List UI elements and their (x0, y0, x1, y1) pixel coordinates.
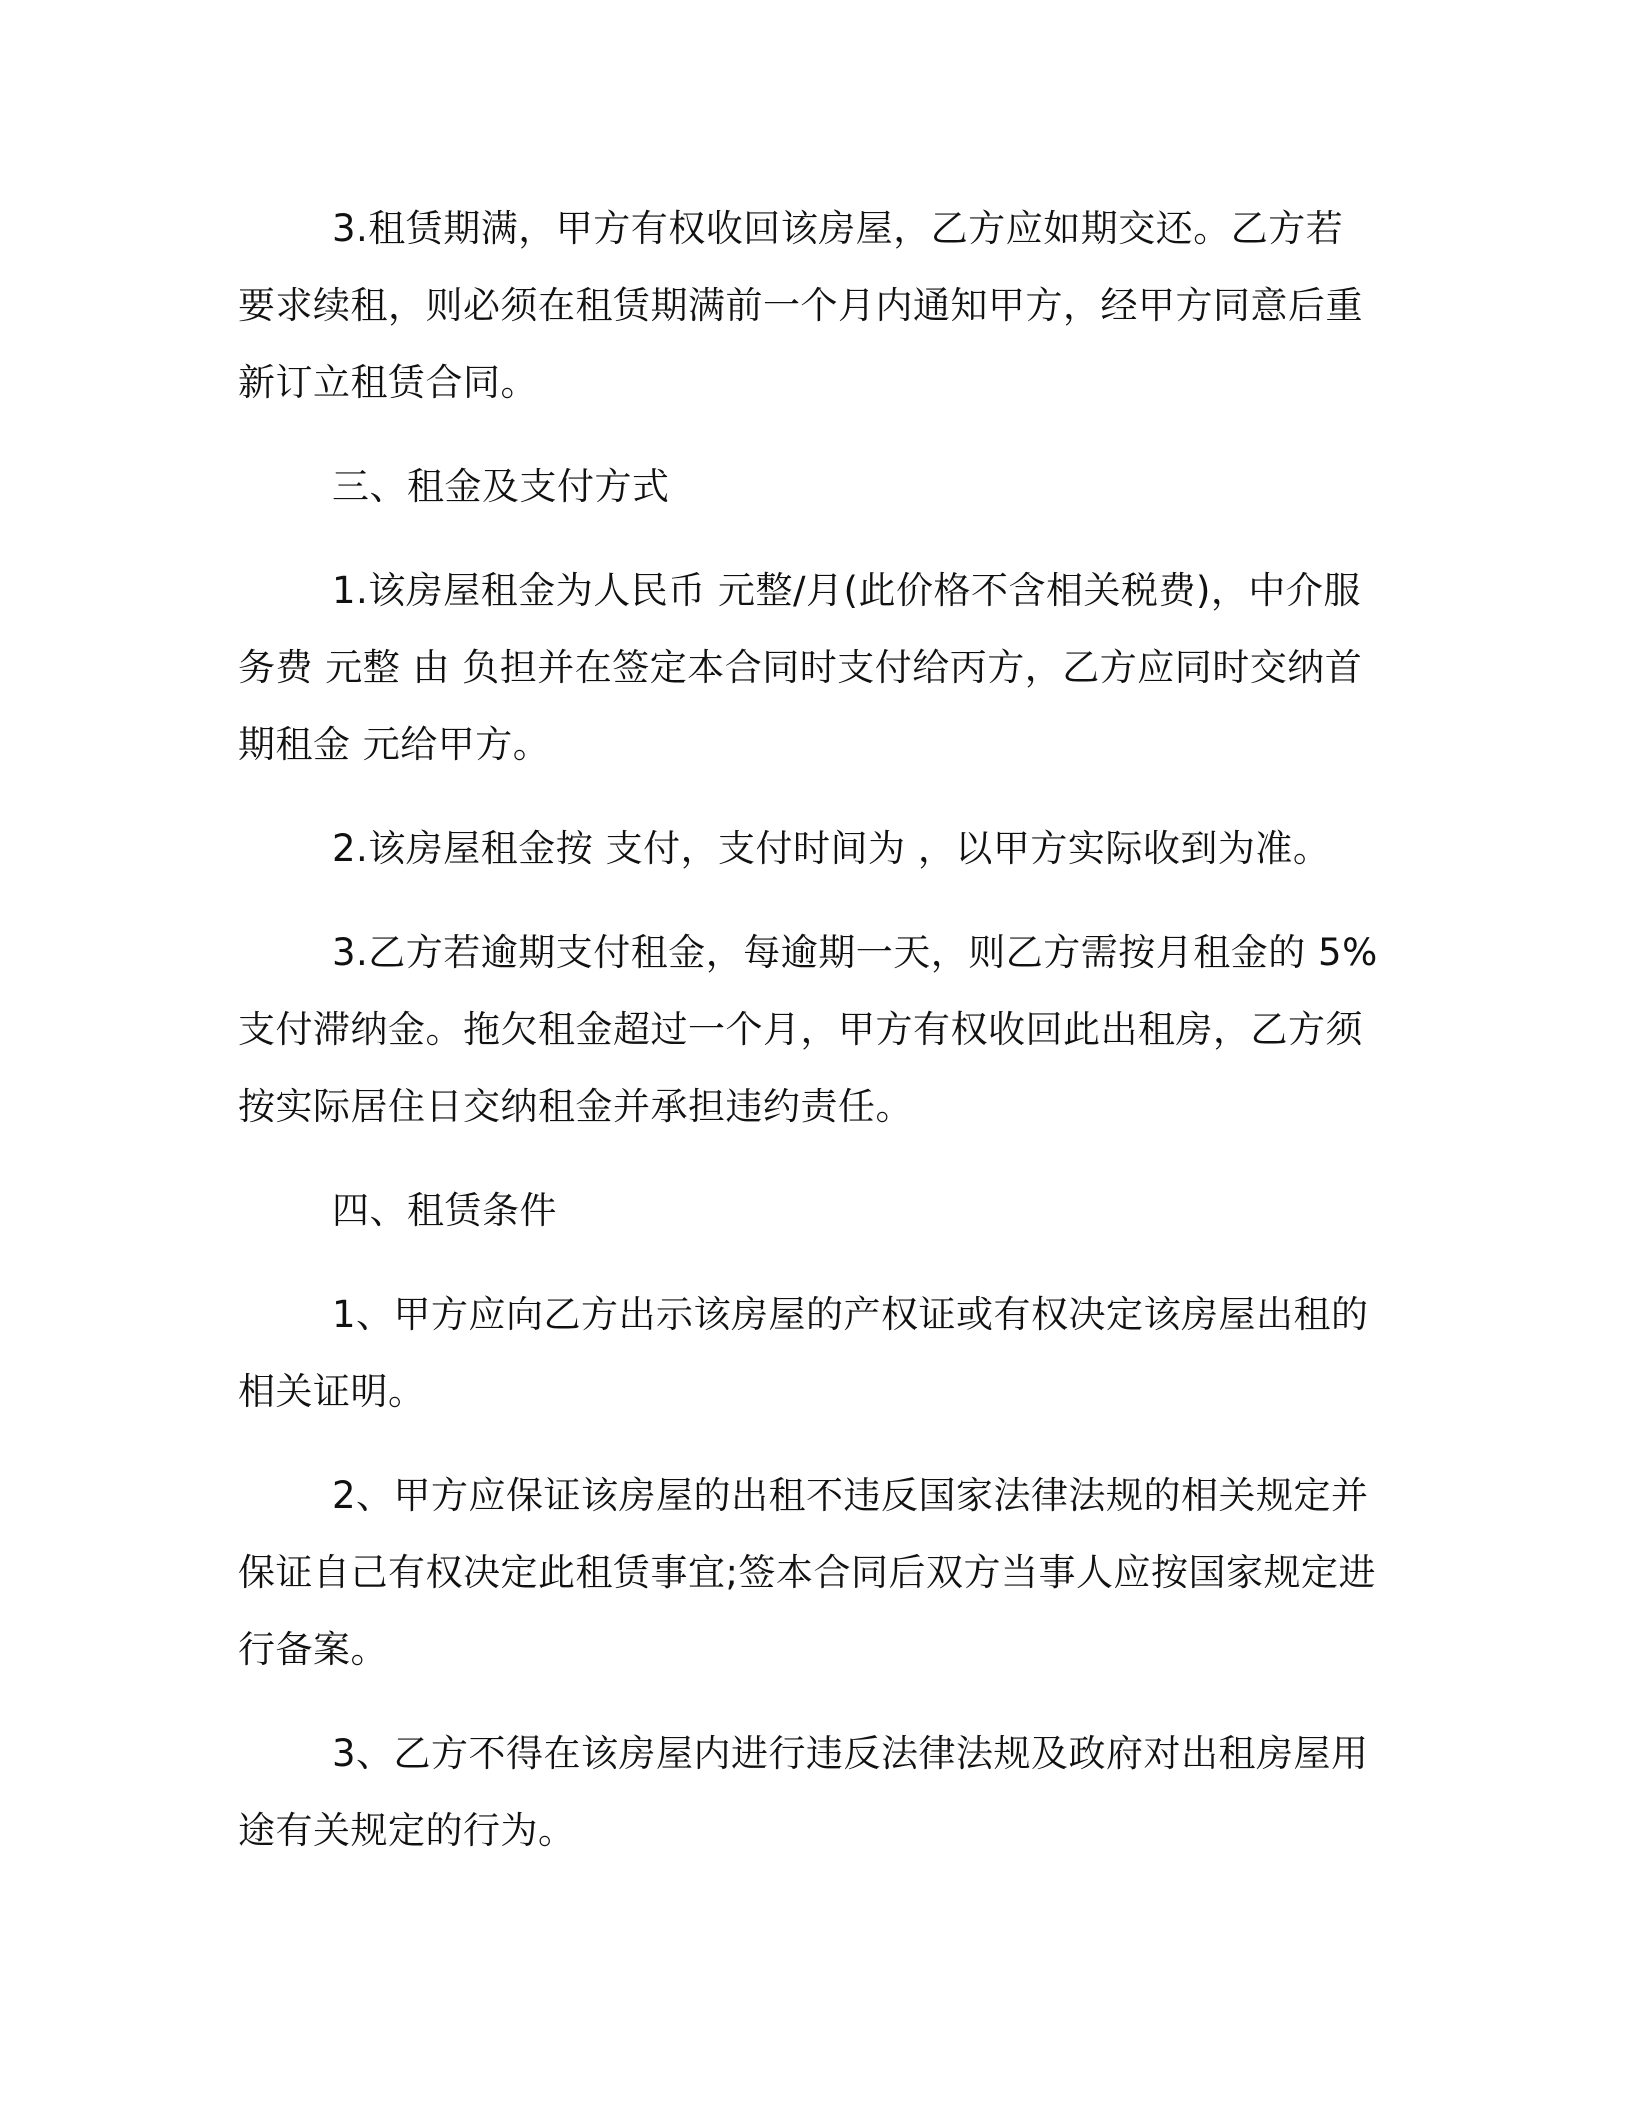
document-body (238, 190, 1378, 1896)
clause-4-1-property-certificate: 1、甲方应向乙方出示该房屋的产权证或有权决定该房屋出租的相关证明。 (238, 1293, 1369, 1413)
clause-3-1-rent-amount: 1.该房屋租金为人民币 元整/月(此价格不含相关税费)，中介服务费 元整 由 负担并在签定本合同时支付给丙方，乙方应同时交纳首期租金 元给甲方。 (238, 569, 1363, 766)
clause-2-3-lease-expiry: 3.租赁期满，甲方有权收回该房屋，乙方应如期交还。乙方若要求续租，则必须在租赁期满前一个月内通知甲方，经甲方同意后重新订立租赁合同。 (238, 207, 1363, 404)
section-4-heading: 四、租赁条件 (332, 1189, 557, 1232)
clause-3-2-payment-time: 2.该房屋租金按 支付，支付时间为 ，以甲方实际收到为准。 (332, 827, 1331, 870)
clause-4-2-legal-compliance: 2、甲方应保证该房屋的出租不违反国家法律法规的相关规定并保证自己有权决定此租赁事宜;签本合同后双方当事人应按国家规定进行备案。 (238, 1474, 1376, 1671)
section-3-heading: 三、租金及支付方式 (332, 465, 670, 508)
clause-4-3-usage-restriction: 3、乙方不得在该房屋内进行违反法律法规及政府对出租房屋用途有关规定的行为。 (238, 1732, 1369, 1852)
clause-3-3-late-fee: 3.乙方若逾期支付租金，每逾期一天，则乙方需按月租金的 5%支付滞纳金。拖欠租金超过一个月，甲方有权收回此出租房，乙方须按实际居住日交纳租金并承担违约责任。 (238, 931, 1378, 1128)
